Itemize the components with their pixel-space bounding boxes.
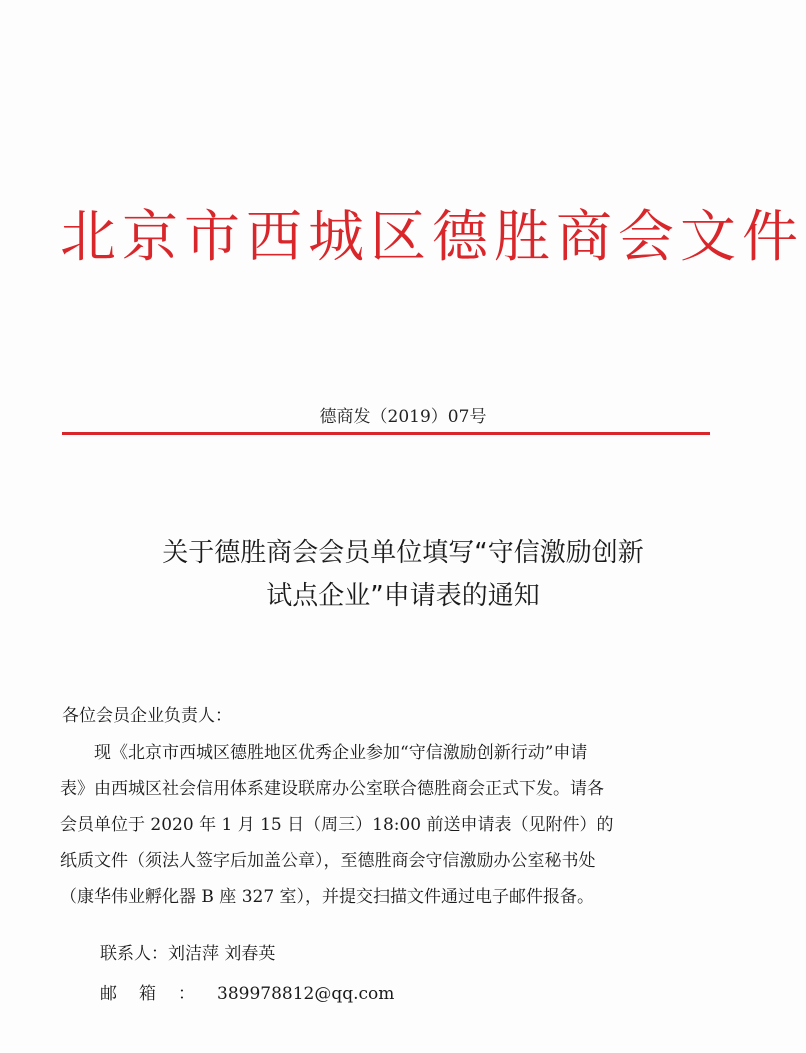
body-line: （康华伟业孵化器 B 座 327 室），并提交扫描文件通过电子邮件报备。 xyxy=(60,887,595,907)
salutation: 各位会员企业负责人： xyxy=(62,706,232,726)
contact-person-line xyxy=(100,940,275,968)
contact-email-label: 邮箱： xyxy=(100,984,217,1004)
contact-person-label: 联系人： xyxy=(100,944,168,964)
contact-person-value: 刘洁萍 刘春英 xyxy=(168,944,276,964)
body-line: 纸质文件（须法人签字后加盖公章），至德胜商会守信激励办公室秘书处 xyxy=(60,851,596,871)
red-divider-line xyxy=(62,432,710,435)
body-paragraph xyxy=(60,735,716,915)
body-line: 现《北京市西城区德胜地区优秀企业参加“守信激励创新行动”申请 xyxy=(60,743,588,763)
document-number: 德商发（2019）07号 xyxy=(319,407,487,427)
red-header-title: 北京市西城区德胜商会文件 xyxy=(60,205,804,270)
body-line: 会员单位于 2020 年 1 月 15 日（周三）18:00 前送申请表（见附件）的 xyxy=(60,815,614,835)
body-line: 表》由西城区社会信用体系建设联席办公室联合德胜商会正式下发。请各 xyxy=(60,779,604,799)
notice-title-line-1: 关于德胜商会会员单位填写“守信激励创新 xyxy=(162,538,644,568)
contact-email-value: 389978812@qq.com xyxy=(217,984,395,1004)
notice-title-line-2: 试点企业”申请表的通知 xyxy=(266,581,540,611)
contact-email-line xyxy=(100,980,394,1008)
notice-title xyxy=(60,532,746,618)
